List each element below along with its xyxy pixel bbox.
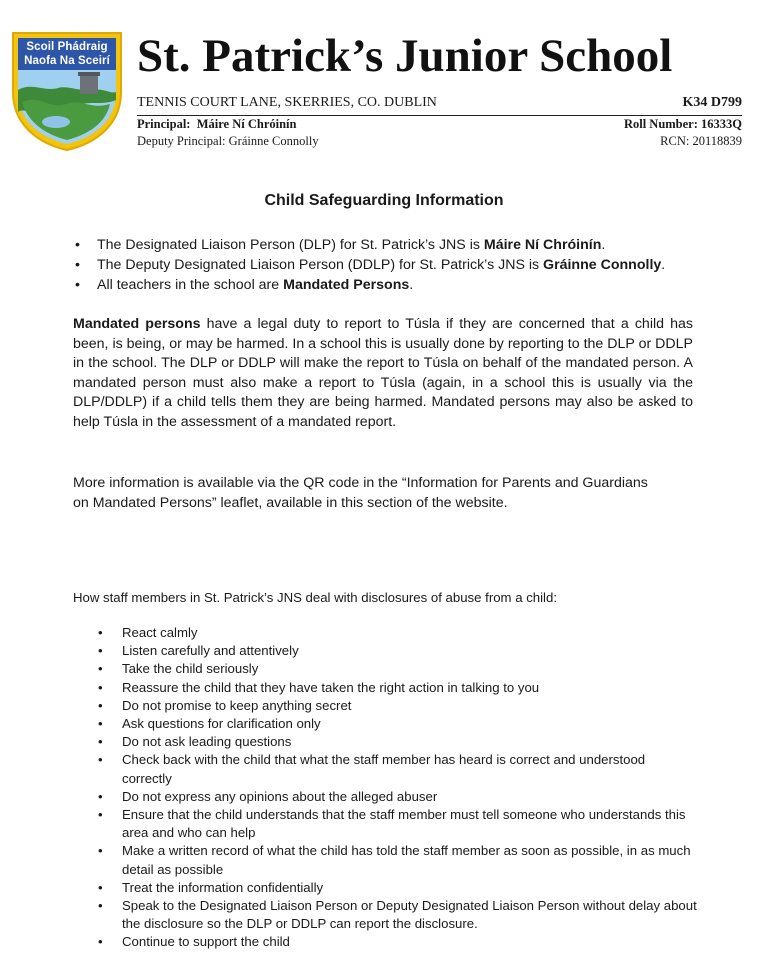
dlp-name: Máire Ní Chróinín [483, 237, 602, 253]
list-item: • Take the child seriously [98, 660, 698, 678]
paragraph-lead: Mandated persons [73, 316, 201, 332]
list-item: • All teachers in the school are Mandated Persons. [75, 275, 735, 295]
roll-number: Roll Number: 16333Q [623, 117, 742, 131]
school-crest [10, 30, 124, 152]
more-info-paragraph: More information is available via the QR code in the “Information for Parents and Guardians on Mandated Persons” leaflet, available in this section of the website. [73, 475, 648, 511]
school-address: TENNIS COURT LANE, SKERRIES, CO. DUBLIN [137, 95, 437, 110]
paragraph-body: have a legal duty to report to Túsla if they are concerned that a child has been, is being, or may be harmed. In a school this is usually done by reporting to the DLP or DDLP in the school. The DLP or DDLP will make the report to Túsla on behalf of the mandated person. A mandated person must also make a report to Túsla (again, in a school this is usually via the DLP/DDLP) if a child tells them they are being harmed. Mandated persons may also be asked to help Túsla in the assessment of a mandated report. [73, 316, 693, 430]
list-item: • Do not promise to keep anything secret [98, 697, 698, 715]
list-item: • Ask questions for clarification only [98, 715, 698, 733]
principal-label: Principal: [137, 117, 191, 131]
disclosure-intro: How staff members in St. Patrick’s JNS deal with disclosures of abuse from a child: [73, 590, 557, 605]
eircode: K34 D799 [682, 95, 742, 110]
principal-row [137, 117, 742, 132]
list-item: • Do not ask leading questions [98, 733, 698, 751]
list-item: • Speak to the Designated Liaison Person or Deputy Designated Liaison Person without delay about the disclosure so the DLP or DDLP can report the disclosure. [98, 897, 698, 933]
list-item: • The Deputy Designated Liaison Person (DDLP) for St. Patrick’s JNS is Gráinne Connolly. [75, 255, 735, 275]
list-item: • Ensure that the child understands that the staff member must tell someone who understands this area and who can help [98, 806, 698, 842]
list-item: • Do not express any opinions about the alleged abuser [98, 788, 698, 806]
principal-info [137, 117, 297, 132]
mandated-persons-paragraph [73, 315, 693, 433]
address-row [137, 95, 742, 111]
list-item: • The Designated Liaison Person (DLP) for St. Patrick’s JNS is Máire Ní Chróinín. [75, 235, 735, 255]
mandated-persons-term: Mandated Persons [283, 277, 410, 293]
school-name: St. Patrick’s Junior School [137, 30, 673, 82]
disclosure-steps-list [98, 624, 698, 952]
rcn-number: RCN: 20118839 [660, 134, 742, 148]
deputy-principal: Deputy Principal: Gráinne Connolly [137, 134, 319, 148]
crest-line-2: Naofa Na Sceirí [24, 55, 110, 67]
deputy-row [137, 134, 742, 149]
letterhead [0, 0, 768, 160]
ddlp-name: Gráinne Connolly [543, 257, 662, 273]
list-item: • Treat the information confidentially [98, 879, 698, 897]
header-divider [137, 115, 742, 116]
list-item: • Listen carefully and attentively [98, 642, 698, 660]
principal-name: Máire Ní Chróinín [196, 117, 297, 131]
list-item: • Continue to support the child [98, 933, 698, 951]
dlp-list [75, 235, 735, 295]
list-item: • Check back with the child that what the staff member has heard is correct and understood correctly [98, 751, 698, 787]
crest-line-1: Scoil Phádraig [26, 41, 108, 53]
list-item: • Reassure the child that they have taken the right action in talking to you [98, 679, 698, 697]
page-title: Child Safeguarding Information [264, 192, 504, 209]
list-item: • React calmly [98, 624, 698, 642]
list-item: • Make a written record of what the child has told the staff member as soon as possible, in as much detail as possible [98, 842, 698, 878]
